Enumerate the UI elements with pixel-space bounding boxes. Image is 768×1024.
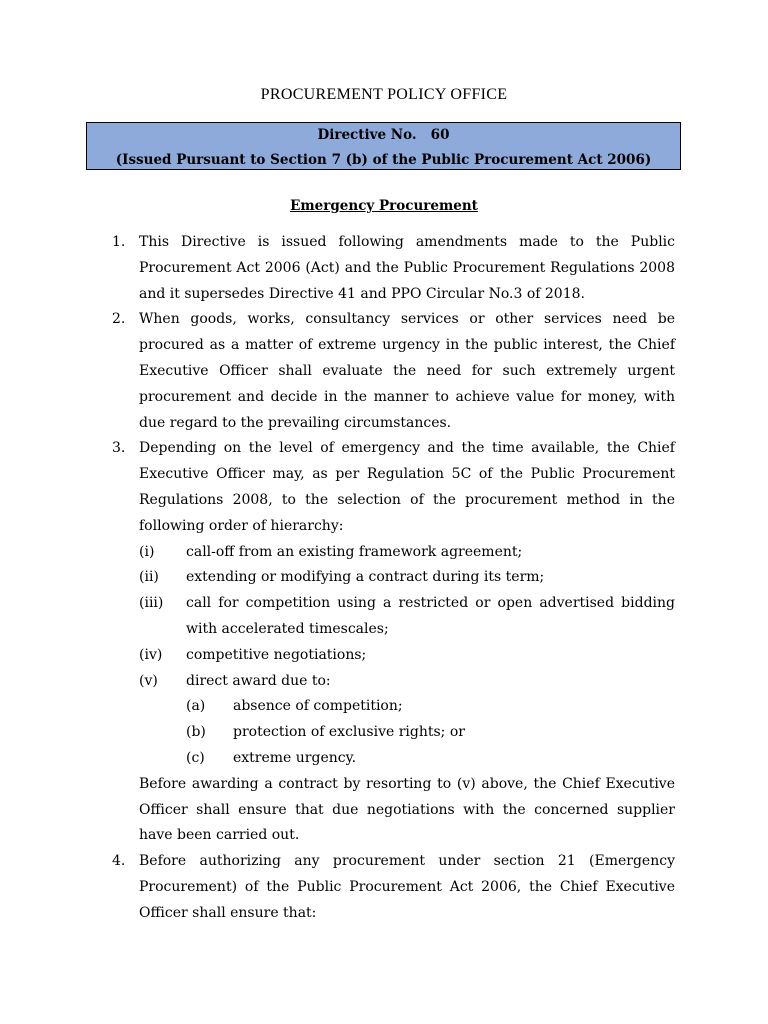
list-item-text: call for competition using a restricted or open advertised bidding with accelerated timescales; [186,595,675,637]
sub-list-item-label: (b) [186,724,206,741]
list-item [139,669,675,695]
paragraph-3 [112,436,675,849]
paragraph-2 [112,307,675,436]
sub-list-item [186,746,675,772]
list-item-text: call-off from an existing framework agreement; [186,543,523,560]
list-item-label: (iv) [139,646,163,663]
paragraph-number: 4. [112,853,126,870]
paragraph-text: When goods, works, consultancy services or other services need be procured as a matter of extreme urgency in the public interest, the Chief Executive Officer shall evaluate the need for such extremely urgent procurement and decide in the manner to achieve value for money, with due regard to the prevailing circumstances. [139,311,675,431]
list-item-text: competitive negotiations; [186,646,367,663]
list-item-label: (iii) [139,595,164,612]
list-item-label: (v) [139,672,158,689]
paragraph-number: 1. [112,234,126,250]
paragraph-text: This Directive is issued following amendments made to the Public Procurement Act 2006 (Act) and the Public Procurement Regulations 2008 and it supersedes Directive 41 and PPO Circular No.3 of 2018. [139,234,675,302]
list-item [139,643,675,669]
list-item [139,565,675,591]
paragraph-1 [112,230,675,307]
sub-list-item-label: (a) [186,698,206,715]
paragraph-number: 2. [112,311,126,328]
directive-number: Directive No. 60 [317,127,450,143]
sub-list-item-label: (c) [186,749,205,766]
paragraph-text: Before authorizing any procurement under section 21 (Emergency Procurement) of the Public Procurement Act 2006, the Chief Executive Officer shall ensure that: [139,853,675,921]
sub-list-item-text: absence of competition; [233,698,403,715]
directive-box [86,122,681,170]
list-item-text: extending or modifying a contract during its term; [186,569,545,586]
list-item-text: direct award due to: [186,672,331,689]
directive-issued-line: (Issued Pursuant to Section 7 (b) of the Public Procurement Act 2006) [115,152,652,168]
sub-list-item-text: extreme urgency. [233,749,357,766]
list-item-label: (i) [139,543,155,560]
sub-list-item [186,694,675,720]
list-item [139,540,675,566]
sub-list-item [186,720,675,746]
list-item [139,591,675,643]
document-body [112,230,675,927]
paragraph-note: Before awarding a contract by resorting to (v) above, the Chief Executive Officer shall ensure that due negotiations with the concerned supplier have been carried out. [139,775,675,844]
office-title: PROCUREMENT POLICY OFFICE [260,86,508,103]
paragraph-number: 3. [112,440,126,457]
section-heading: Emergency Procurement [290,198,478,214]
paragraph-4 [112,849,675,926]
paragraph-text: Depending on the level of emergency and the time available, the Chief Executive Officer may, as per Regulation 5C of the Public Procurement Regulations 2008, to the selection of the procurement method in the following order of hierarchy: [139,440,675,534]
sub-list-item-text: protection of exclusive rights; or [233,724,465,741]
list-item-label: (ii) [139,569,159,586]
